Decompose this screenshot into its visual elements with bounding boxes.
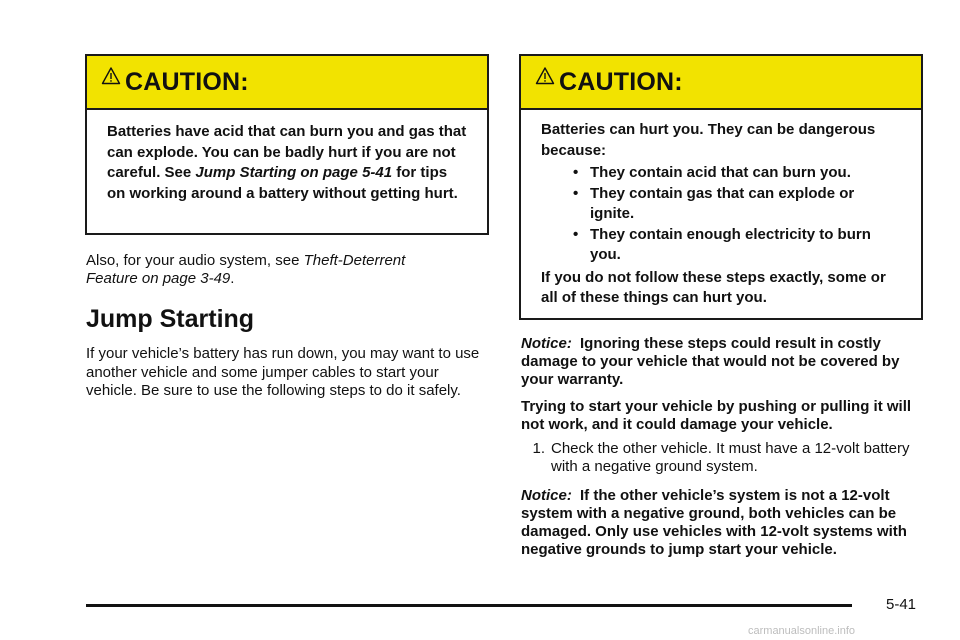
caution-header: [521, 56, 921, 110]
caution-box-left: [85, 54, 489, 235]
caution-bullets: [541, 163, 901, 266]
caution-title: CAUTION:: [125, 67, 249, 96]
cross-reference[interactable]: Jump Starting on page 5-41: [195, 164, 393, 181]
caution-body: [521, 110, 921, 309]
caution-lead: Batteries can hurt you. They can be dangerous because:: [541, 121, 876, 159]
step-number: 1.: [532, 440, 545, 457]
section-heading: Jump Starting: [86, 305, 255, 333]
audio-note: Also, for your audio system, see Theft-Deterrent Feature on page 3-49.: [86, 252, 406, 287]
caution-closing: If you do not follow these steps exactly, some or all of these things can hurt you.: [541, 268, 886, 306]
caution-body: [87, 110, 487, 204]
caution-header: [87, 56, 487, 110]
section-intro: If your vehicle’s battery has run down, you may want to use another vehicle and some jumper cables to start your vehicle. Be sure to use the following steps to do it safely.: [86, 345, 480, 399]
step-text: Check the other vehicle. It must have a 12-volt battery with a negative ground system.: [551, 440, 910, 475]
cross-reference[interactable]: Theft-Deterrent Feature on page 3-49: [86, 252, 406, 287]
notice-1: Notice: Ignoring these steps could result in costly damage to your vehicle that would not be covered by your warranty.: [521, 335, 900, 388]
caution-box-right: [519, 54, 923, 320]
list-item: • They contain enough electricity to burn you.: [573, 225, 901, 266]
push-warning: Trying to start your vehicle by pushing or pulling it will not work, and it could damage your vehicle.: [521, 398, 912, 433]
caution-text: Batteries have acid that can burn you and gas that can explode. You can be badly hurt if you are not careful. See Jump Starting on page 5-41 for tips on working around a battery without getting hurt.: [107, 123, 467, 202]
footer-rule: [86, 604, 852, 607]
list-item: • They contain gas that can explode or ignite.: [573, 184, 901, 225]
notice-label: Notice:: [521, 335, 572, 352]
page-number: 5-41: [886, 596, 917, 613]
notice-label: Notice:: [521, 487, 572, 504]
notice-2: Notice: If the other vehicle’s system is not a 12-volt system with a negative ground, both vehicles can be damaged. Only use vehicles with 12-volt systems with negative grounds to jump start your vehicle.: [521, 487, 907, 558]
list-item: • They contain acid that can burn you.: [573, 163, 901, 184]
watermark: carmanualsonline.info: [748, 625, 856, 637]
step-1: [521, 440, 925, 476]
warning-triangle-icon: [535, 73, 559, 91]
caution-title: CAUTION:: [559, 67, 683, 96]
warning-triangle-icon: [101, 73, 125, 91]
